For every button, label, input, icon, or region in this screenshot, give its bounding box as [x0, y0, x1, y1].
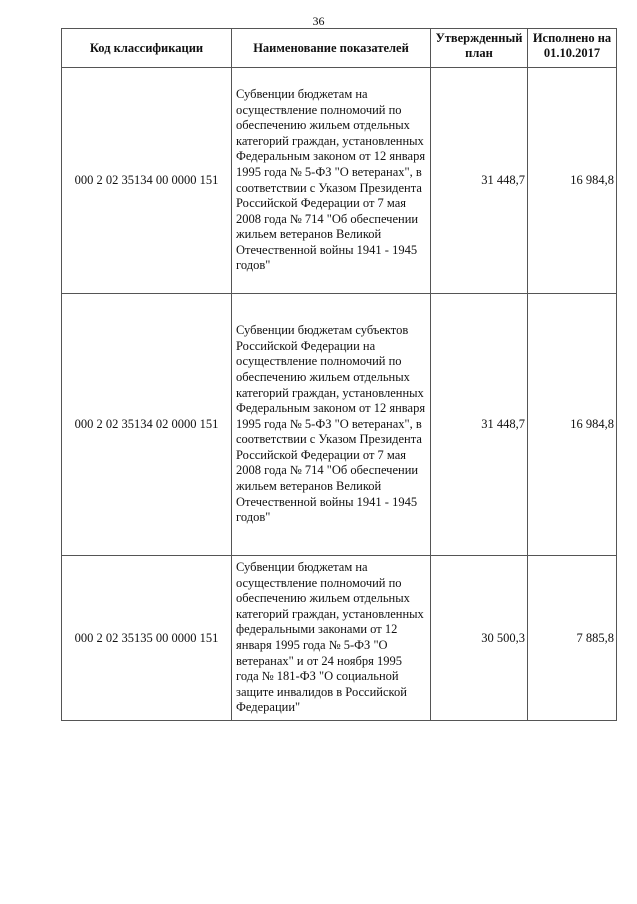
row-name: Субвенции бюджетам субъектов Российской Федерации на осуществление полномочий по обеспечению жильем отдельных категорий граждан, установленных Федеральным законом от 12 января 1995 года № 5-ФЗ "О ветеранах", в соответствии с Указом Президента Российской Федерации от 7 мая 2008 года № 714 "Об обеспечении жильем ветеранов Великой Отечественной войны 1941 - 1945 годов": [232, 294, 431, 556]
header-executed: Исполнено на 01.10.2017: [528, 29, 617, 68]
row-executed: 16 984,8: [528, 294, 617, 556]
row-code: 000 2 02 35134 00 0000 151: [62, 68, 232, 294]
row-code: 000 2 02 35134 02 0000 151: [62, 294, 232, 556]
header-code: Код классификации: [62, 29, 232, 68]
row-name: Субвенции бюджетам на осуществление полномочий по обеспечению жильем отдельных категорий граждан, установленных Федеральным законом от 12 января 1995 года № 5-ФЗ "О ветеранах", в соответствии с Указом Президента Российской Федерации от 7 мая 2008 года № 714 "Об обеспечении жильем ветеранов Великой Отечественной войны 1941 - 1945 годов": [232, 68, 431, 294]
row-executed: 16 984,8: [528, 68, 617, 294]
table-row: [62, 556, 617, 721]
header-plan: Утвержденный план: [431, 29, 528, 68]
row-plan: 30 500,3: [431, 556, 528, 721]
header-name: Наименование показателей: [232, 29, 431, 68]
table-header-row: [62, 29, 617, 68]
row-plan: 31 448,7: [431, 68, 528, 294]
budget-table: [61, 28, 617, 721]
table-row: [62, 294, 617, 556]
row-plan: 31 448,7: [431, 294, 528, 556]
row-executed: 7 885,8: [528, 556, 617, 721]
table-row: [62, 68, 617, 294]
page-number: 36: [312, 14, 325, 28]
row-code: 000 2 02 35135 00 0000 151: [62, 556, 232, 721]
row-name: Субвенции бюджетам на осуществление полномочий по обеспечению жильем отдельных категорий граждан, установленных федеральными законами от 12 января 1995 года № 5-ФЗ "О ветеранах" и от 24 ноября 1995 года № 181-ФЗ "О социальной защите инвалидов в Российской Федерации": [232, 556, 431, 721]
